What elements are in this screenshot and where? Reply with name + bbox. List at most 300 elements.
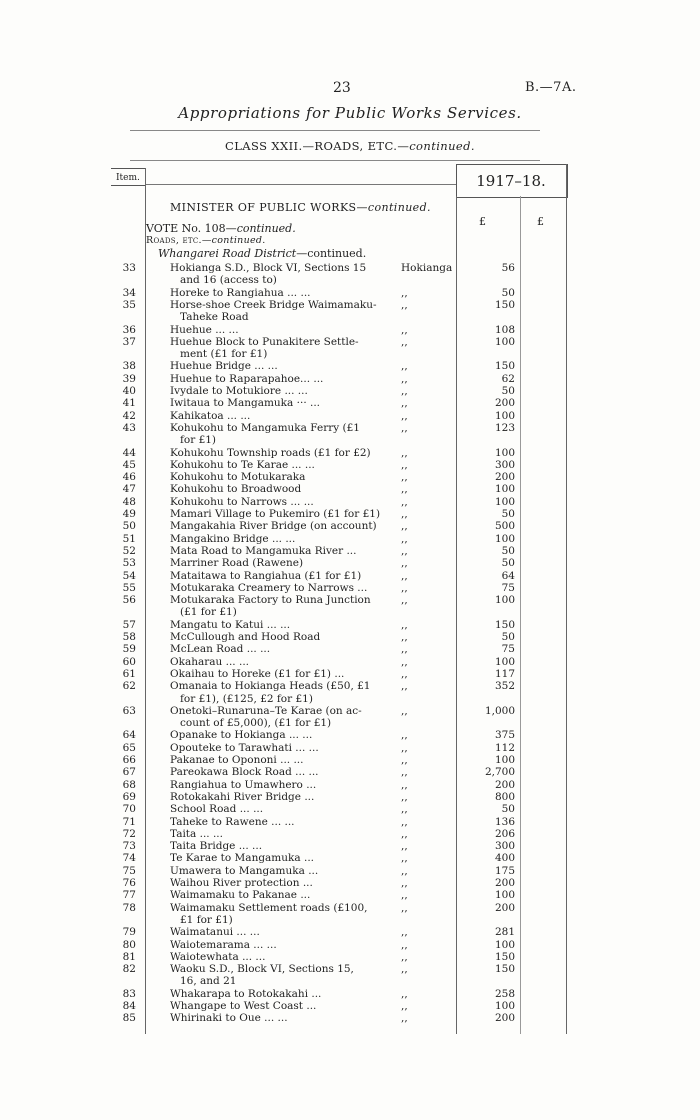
item-county: ,,	[401, 544, 408, 557]
item-county: ,,	[401, 827, 408, 840]
class-title	[0, 139, 700, 153]
item-amount: 281	[494, 926, 515, 939]
table-row	[0, 988, 700, 1000]
item-amount: 150	[494, 298, 515, 311]
item-amount: 175	[494, 864, 515, 877]
item-amount: 100	[494, 532, 515, 545]
item-number: 71	[122, 815, 136, 828]
item-amount: 75	[501, 643, 515, 656]
table-row	[0, 619, 700, 631]
table-row	[0, 643, 700, 655]
item-description: for £1)	[180, 434, 217, 447]
item-description: Kohukohu to Mangamuka Ferry (£1	[170, 421, 360, 434]
item-number: 68	[122, 778, 136, 791]
item-description: Hokianga S.D., Block VI, Sections 15	[170, 262, 367, 274]
item-county: ,,	[401, 520, 408, 533]
item-description: Taheke Road	[180, 311, 249, 324]
item-description: School Road ... ...	[170, 803, 264, 816]
table-row	[0, 914, 700, 926]
item-county: ,,	[401, 532, 408, 545]
table-row	[0, 299, 700, 311]
table-row	[0, 791, 700, 803]
item-number: 52	[122, 544, 136, 557]
item-amount: 200	[494, 471, 515, 484]
item-number: 85	[122, 1012, 136, 1025]
table-row	[0, 729, 700, 741]
item-description: Mataitawa to Rangiahua (£1 for £1)	[170, 569, 362, 582]
item-amount: 100	[494, 446, 515, 459]
item-amount: 352	[494, 680, 515, 693]
item-number: 84	[122, 1000, 136, 1012]
item-description: count of £5,000), (£1 for £1)	[180, 717, 332, 730]
item-description: Kohukohu to Narrows ... ...	[170, 495, 314, 508]
item-number: 81	[122, 950, 136, 963]
item-county: ,,	[401, 409, 408, 422]
item-amount: 117	[494, 667, 515, 680]
item-county: ,,	[401, 581, 408, 594]
page-title: Appropriations for Public Works Services.	[178, 104, 522, 122]
item-county: ,,	[401, 286, 408, 299]
item-county: ,,	[401, 335, 408, 348]
table-row	[0, 963, 700, 975]
item-description: Waimamaku Settlement roads (£100,	[170, 901, 368, 914]
item-amount: 100	[494, 495, 515, 508]
item-amount: 50	[501, 544, 515, 557]
item-amount: 100	[494, 754, 515, 766]
table-row	[0, 274, 700, 286]
item-description: Okaharau ... ...	[170, 655, 249, 668]
table-row	[0, 1000, 700, 1012]
item-county: ,,	[401, 950, 408, 963]
item-description: Taita ... ...	[170, 827, 223, 840]
item-description: Mata Road to Mangamuka River ...	[170, 544, 357, 557]
item-description: Waiotemarama ... ...	[170, 938, 277, 951]
item-column-header: Item.	[116, 173, 140, 183]
table-row	[0, 385, 700, 397]
item-description: McLean Road ... ...	[170, 643, 271, 656]
table-row	[0, 594, 700, 606]
item-description: Waoku S.D., Block VI, Sections 15,	[170, 963, 354, 976]
item-number: 42	[122, 409, 136, 422]
item-number: 78	[122, 901, 136, 914]
pound-symbol: £	[479, 215, 486, 228]
item-amount: 108	[494, 323, 515, 336]
table-row	[0, 754, 700, 766]
table-row	[0, 668, 700, 680]
item-description: Rotokakahi River Bridge ...	[170, 790, 315, 803]
item-number: 53	[122, 557, 136, 570]
item-amount: 75	[501, 581, 515, 594]
item-description: Huehue ... ...	[170, 323, 239, 336]
document-code: B.—7A.	[525, 80, 577, 95]
item-county: ,,	[401, 421, 408, 434]
item-description: and 16 (access to)	[180, 274, 277, 287]
item-description: Whangape to West Coast ...	[170, 1000, 317, 1012]
district-continued: —continued.	[296, 247, 367, 260]
table-row	[0, 1012, 700, 1024]
item-number: 47	[122, 483, 136, 496]
item-number: 59	[122, 643, 136, 656]
item-number: 61	[122, 667, 136, 680]
item-number: 38	[122, 360, 136, 373]
item-number: 41	[122, 397, 136, 410]
table-row	[0, 582, 700, 594]
item-description: Mangakahia River Bridge (on account)	[170, 520, 377, 533]
item-county: ,,	[401, 323, 408, 336]
item-number: 82	[122, 963, 136, 976]
item-amount: 123	[494, 421, 515, 434]
item-description: Pareokawa Block Road ... ...	[170, 766, 319, 779]
item-county: ,,	[401, 385, 408, 397]
district-text: Whangarei Road District	[158, 247, 297, 260]
table-row	[0, 693, 700, 705]
item-number: 60	[122, 655, 136, 668]
item-description: Te Karae to Mangamuka ...	[170, 852, 315, 865]
item-description: Kohukohu to Te Karae ... ...	[170, 458, 315, 471]
item-county: ,,	[401, 754, 408, 766]
table-row	[0, 742, 700, 754]
item-number: 34	[122, 286, 136, 299]
table-row	[0, 828, 700, 840]
item-amount: 50	[501, 385, 515, 397]
item-amount: 150	[494, 963, 515, 976]
item-county: Hokianga	[401, 262, 453, 274]
item-number: 80	[122, 938, 136, 951]
item-number: 55	[122, 581, 136, 594]
item-description: Waiotewhata ... ...	[170, 950, 266, 963]
item-amount: 1,000	[484, 704, 515, 717]
pound-symbol: £	[537, 215, 544, 228]
item-county: ,,	[401, 298, 408, 311]
item-county: ,,	[401, 458, 408, 471]
item-description: Taheke to Rawene ... ...	[170, 815, 295, 828]
item-number: 69	[122, 790, 136, 803]
item-amount: 50	[501, 803, 515, 816]
table-row	[0, 852, 700, 864]
item-county: ,,	[401, 643, 408, 656]
item-county: ,,	[401, 864, 408, 877]
item-amount: 2,700	[484, 766, 515, 779]
class-title-text: CLASS XXII.—ROADS, ETC.—	[225, 139, 410, 153]
item-description: Iwitaua to Mangamuka ··· ...	[170, 397, 321, 410]
table-row	[0, 471, 700, 483]
item-amount: 100	[494, 335, 515, 348]
item-number: 79	[122, 926, 136, 939]
roads-heading	[146, 235, 266, 246]
item-amount: 206	[494, 827, 515, 840]
item-description: Opouteke to Tarawhati ... ...	[170, 741, 319, 754]
item-county: ,,	[401, 372, 408, 385]
item-amount: 50	[501, 631, 515, 643]
item-amount: 200	[494, 901, 515, 914]
item-amount: 150	[494, 618, 515, 631]
item-description: Motukaraka Creamery to Narrows ...	[170, 581, 368, 594]
table-row	[0, 631, 700, 643]
item-county: ,,	[401, 446, 408, 459]
item-county: ,,	[401, 360, 408, 373]
table-row	[0, 717, 700, 729]
item-number: 63	[122, 704, 136, 717]
item-number: 36	[122, 323, 136, 336]
table-row	[0, 803, 700, 815]
table-row	[0, 533, 700, 545]
item-county: ,,	[401, 803, 408, 816]
divider	[130, 160, 540, 161]
item-description: Umawera to Mangamuka ...	[170, 864, 319, 877]
item-description: Huehue Bridge ... ...	[170, 360, 278, 373]
item-description: 16, and 21	[180, 975, 237, 988]
item-description: Motukaraka Factory to Runa Junction	[170, 594, 371, 607]
item-amount: 50	[501, 557, 515, 570]
item-description: Horeke to Rangiahua ... ...	[170, 286, 311, 299]
table-row	[0, 606, 700, 618]
item-amount: 50	[501, 286, 515, 299]
item-amount: 300	[494, 840, 515, 853]
roads-text: Roads, etc.—	[146, 235, 212, 246]
item-number: 37	[122, 335, 136, 348]
item-amount: 400	[494, 852, 515, 865]
item-amount: 500	[494, 520, 515, 533]
table-row	[0, 865, 700, 877]
year-column-header: 1917–18.	[476, 172, 546, 190]
item-amount: 150	[494, 360, 515, 373]
item-amount: 100	[494, 594, 515, 607]
item-county: ,,	[401, 631, 408, 643]
item-amount: 300	[494, 458, 515, 471]
item-amount: 100	[494, 1000, 515, 1012]
item-description: Huehue to Raparapahoe... ...	[170, 372, 324, 385]
item-number: 57	[122, 618, 136, 631]
table-row	[0, 360, 700, 372]
item-amount: 100	[494, 938, 515, 951]
item-county: ,,	[401, 594, 408, 607]
table-row	[0, 262, 700, 274]
item-amount: 100	[494, 655, 515, 668]
table-row	[0, 422, 700, 434]
item-description: Rangiahua to Umawhero ...	[170, 778, 317, 791]
table-row	[0, 705, 700, 717]
item-description: Kohukohu to Motukaraka	[170, 471, 306, 484]
item-county: ,,	[401, 741, 408, 754]
item-number: 66	[122, 754, 136, 766]
divider	[146, 184, 456, 185]
item-number: 83	[122, 987, 136, 1000]
item-number: 49	[122, 508, 136, 520]
item-county: ,,	[401, 704, 408, 717]
item-description: Pakanae to Opononi ... ...	[170, 754, 304, 766]
item-number: 39	[122, 372, 136, 385]
item-description: McCullough and Hood Road	[170, 631, 321, 643]
item-county: ,,	[401, 766, 408, 779]
item-description: Huehue Block to Punakitere Settle-	[170, 335, 359, 348]
item-number: 73	[122, 840, 136, 853]
item-amount: 100	[494, 409, 515, 422]
table-row	[0, 545, 700, 557]
item-county: ,,	[401, 815, 408, 828]
item-county: ,,	[401, 790, 408, 803]
item-number: 67	[122, 766, 136, 779]
table-row	[0, 447, 700, 459]
vote-heading	[146, 222, 296, 235]
item-county: ,,	[401, 495, 408, 508]
table-row	[0, 926, 700, 938]
item-description: ment (£1 for £1)	[180, 348, 268, 361]
item-county: ,,	[401, 471, 408, 484]
minister-continued: continued.	[367, 201, 431, 214]
item-county: ,,	[401, 852, 408, 865]
item-number: 48	[122, 495, 136, 508]
item-description: Horse-shoe Creek Bridge Waimamaku-	[170, 298, 377, 311]
item-description: Kahikatoa ... ...	[170, 409, 251, 422]
item-description: Whirinaki to Oue ... ...	[170, 1012, 288, 1025]
roads-continued: continued.	[211, 235, 266, 246]
item-description: Taita Bridge ... ...	[170, 840, 263, 853]
minister-text: MINISTER OF PUBLIC WORKS—	[170, 201, 368, 214]
district-heading	[158, 247, 366, 260]
table-row	[0, 483, 700, 495]
item-number: 70	[122, 803, 136, 816]
item-number: 54	[122, 569, 136, 582]
item-amount: 200	[494, 877, 515, 889]
item-amount: 150	[494, 950, 515, 963]
table-row	[0, 287, 700, 299]
item-county: ,,	[401, 889, 408, 902]
item-description: Kohukohu to Broadwood	[170, 483, 302, 496]
item-number: 62	[122, 680, 136, 693]
item-number: 40	[122, 385, 136, 397]
item-description: Opanake to Hokianga ... ...	[170, 729, 313, 742]
item-number: 75	[122, 864, 136, 877]
item-amount: 50	[501, 508, 515, 520]
item-county: ,,	[401, 926, 408, 939]
item-amount: 258	[494, 987, 515, 1000]
item-number: 44	[122, 446, 136, 459]
item-number: 76	[122, 877, 136, 889]
item-description: for £1), (£125, £2 for £1)	[180, 692, 313, 705]
item-amount: 136	[494, 815, 515, 828]
item-amount: 800	[494, 790, 515, 803]
table-row	[0, 680, 700, 692]
item-county: ,,	[401, 655, 408, 668]
item-county: ,,	[401, 508, 408, 520]
item-description: Okaihau to Horeke (£1 for £1) ...	[170, 667, 345, 680]
item-amount: 100	[494, 483, 515, 496]
item-amount: 56	[501, 262, 515, 274]
table-row	[0, 373, 700, 385]
class-title-continued: continued.	[409, 139, 475, 153]
item-county: ,,	[401, 397, 408, 410]
item-description: Mamari Village to Pukemiro (£1 for £1)	[170, 508, 381, 520]
item-number: 33	[122, 262, 136, 274]
minister-heading	[170, 201, 431, 214]
table-row	[0, 840, 700, 852]
item-description: Omanaia to Hokianga Heads (£50, £1	[170, 680, 371, 693]
item-description: Onetoki–Runaruna–Te Karae (on ac-	[170, 704, 362, 717]
item-county: ,,	[401, 557, 408, 570]
table-row	[0, 311, 700, 323]
table-row	[0, 434, 700, 446]
table-row	[0, 557, 700, 569]
item-number: 45	[122, 458, 136, 471]
item-amount: 62	[501, 372, 515, 385]
item-description: (£1 for £1)	[180, 606, 237, 619]
table-row	[0, 570, 700, 582]
item-number: 35	[122, 298, 136, 311]
item-amount: 200	[494, 1012, 515, 1025]
table-row	[0, 656, 700, 668]
item-number: 46	[122, 471, 136, 484]
item-number: 50	[122, 520, 136, 533]
item-amount: 64	[501, 569, 515, 582]
item-county: ,,	[401, 938, 408, 951]
table-row	[0, 520, 700, 532]
item-number: 65	[122, 741, 136, 754]
item-county: ,,	[401, 618, 408, 631]
table-row	[0, 348, 700, 360]
table-row	[0, 816, 700, 828]
item-county: ,,	[401, 667, 408, 680]
item-county: ,,	[401, 1012, 408, 1025]
item-county: ,,	[401, 877, 408, 889]
item-description: Whakarapa to Rotokakahi ...	[170, 987, 322, 1000]
item-number: 72	[122, 827, 136, 840]
item-county: ,,	[401, 1000, 408, 1012]
divider	[130, 130, 540, 131]
item-amount: 100	[494, 889, 515, 902]
table-row	[0, 939, 700, 951]
table-row	[0, 324, 700, 336]
table-row	[0, 397, 700, 409]
item-county: ,,	[401, 901, 408, 914]
table-row	[0, 459, 700, 471]
item-county: ,,	[401, 963, 408, 976]
item-county: ,,	[401, 569, 408, 582]
item-number: 51	[122, 532, 136, 545]
item-county: ,,	[401, 987, 408, 1000]
item-number: 56	[122, 594, 136, 607]
item-amount: 200	[494, 397, 515, 410]
item-number: 58	[122, 631, 136, 643]
item-description: Mangatu to Katui ... ...	[170, 618, 291, 631]
item-county: ,,	[401, 778, 408, 791]
item-description: Waihou River protection ...	[170, 877, 313, 889]
table-row	[0, 975, 700, 987]
item-number: 64	[122, 729, 136, 742]
item-description: Ivydale to Motukiore ... ...	[170, 385, 308, 397]
item-amount: 200	[494, 778, 515, 791]
table-row	[0, 410, 700, 422]
item-description: Waimamaku to Pakanae ...	[170, 889, 311, 902]
item-description: £1 for £1)	[180, 913, 233, 926]
vote-continued: continued.	[236, 222, 296, 235]
item-amount: 375	[494, 729, 515, 742]
table-row	[0, 889, 700, 901]
table-row	[0, 877, 700, 889]
item-number: 74	[122, 852, 136, 865]
item-county: ,,	[401, 483, 408, 496]
table-row	[0, 496, 700, 508]
item-county: ,,	[401, 680, 408, 693]
table-row	[0, 336, 700, 348]
table-row	[0, 766, 700, 778]
table-row	[0, 779, 700, 791]
item-county: ,,	[401, 729, 408, 742]
item-description: Kohukohu Township roads (£1 for £2)	[170, 446, 371, 459]
item-description: Waimatanui ... ...	[170, 926, 260, 939]
vote-text: VOTE No. 108—	[146, 222, 237, 235]
table-row	[0, 951, 700, 963]
page-number: 23	[333, 80, 351, 96]
